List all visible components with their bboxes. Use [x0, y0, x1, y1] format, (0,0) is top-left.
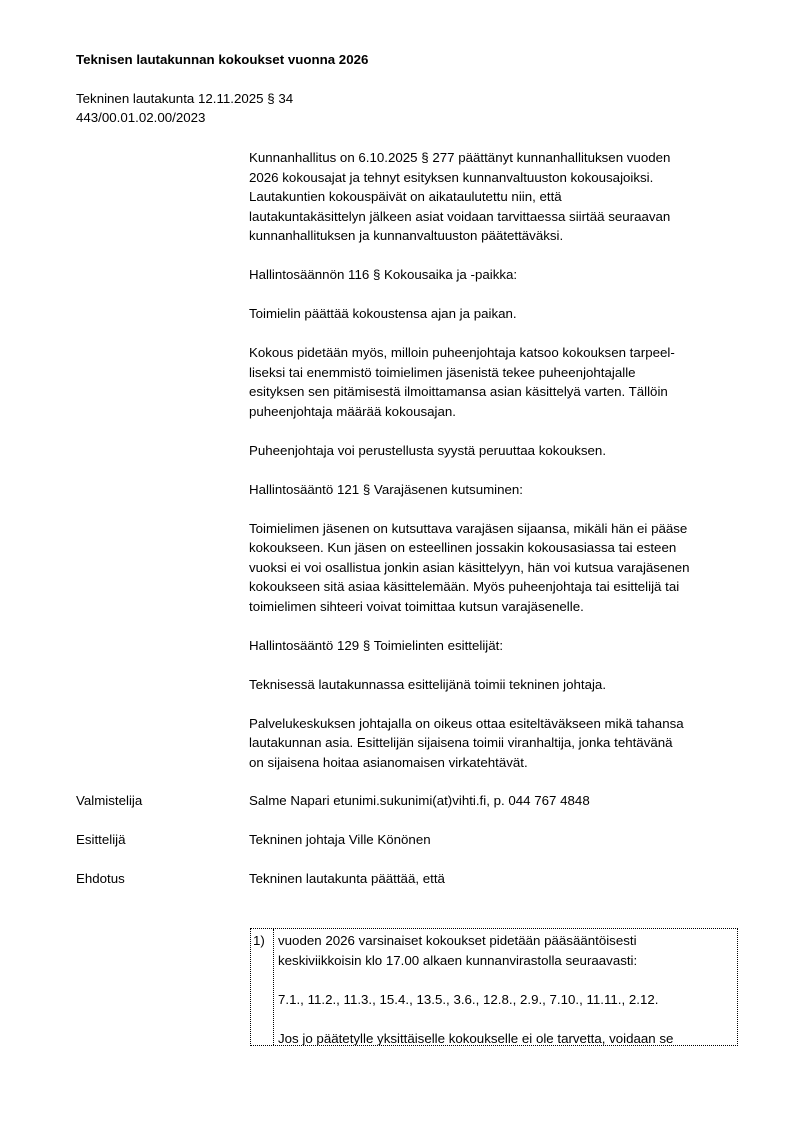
proposal-line: keskiviikkoisin klo 17.00 alkaen kunnanvirastolla seuraavasti:	[278, 952, 638, 968]
meeting-dates: 7.1., 11.2., 11.3., 15.4., 13.5., 3.6., 12.8., 2.9., 7.10., 11.11., 2.12.	[278, 991, 659, 1007]
proposal-item-number: 1)	[251, 929, 274, 1045]
paragraph-line: 2026 kokousajat ja tehnyt esityksen kunnanvaltuuston kokousajoiksi.	[249, 169, 654, 185]
paragraph-line: Lautakuntien kokouspäivät on aikataulutettu niin, että	[249, 189, 562, 204]
document-title: Teknisen lautakunnan kokoukset vuonna 2026	[76, 52, 369, 67]
body-paragraph	[249, 636, 744, 656]
field-label: Esittelijä	[76, 832, 126, 847]
body-paragraph	[249, 304, 744, 324]
paragraph-line: lautakuntakäsittelyn jälkeen asiat voidaan tarvittaessa siirtää seuraavan	[249, 208, 671, 224]
paragraph-line: vuoksi ei voi osallistua jonkin asian käsittelyyn, hän voi kutsua varajäsenen	[249, 559, 690, 575]
field-label: Valmistelija	[76, 793, 143, 808]
diary-number: 443/00.01.02.00/2023	[76, 110, 206, 125]
paragraph-line: Palvelukeskuksen johtajalla on oikeus ottaa esiteltäväkseen mikä tahansa	[249, 715, 684, 731]
paragraph-line: Kokous pidetään myös, milloin puheenjohtaja katsoo kokouksen tarpeel-	[249, 345, 675, 360]
field-preparer	[76, 791, 756, 830]
document-body	[249, 148, 744, 792]
field-label: Ehdotus	[76, 871, 125, 886]
field-proposal	[76, 869, 756, 908]
paragraph-line: Hallintosääntö 129 § Toimielinten esittelijät:	[249, 637, 504, 653]
paragraph-line: kunnanhallituksen ja kunnanvaltuuston päätettäväksi.	[249, 228, 564, 243]
paragraph-line: toimielimen sihteeri voivat toimittaa kutsun varajäsenelle.	[249, 598, 584, 614]
field-presenter	[76, 830, 756, 869]
meeting-reference: Tekninen lautakunta 12.11.2025 § 34	[76, 91, 294, 106]
paragraph-line: Toimielimen jäsenen on kutsuttava varajäsen sijaansa, mikäli hän ei pääse	[249, 520, 688, 536]
paragraph-line: kokoukseen sitä asiaa käsittelemään. Myös puheenjohtaja tai esittelijä tai	[249, 579, 680, 594]
paragraph-line: lautakunnan asia. Esittelijän sijaisena toimii viranhaltija, jonka tehtävänä	[249, 735, 673, 750]
paragraph-line: on sijaisena hoitaa asianomaisen virkatehtävät.	[249, 754, 528, 770]
body-paragraph	[249, 714, 744, 773]
document-meta	[76, 89, 293, 127]
body-paragraph	[249, 441, 744, 461]
body-paragraph	[249, 343, 744, 421]
paragraph-line: esityksen sen pitämisestä ilmoittamansa asian käsittelyä varten. Tällöin	[249, 384, 668, 399]
body-paragraph	[249, 480, 744, 500]
field-value: Tekninen johtaja Ville Könönen	[249, 832, 431, 847]
paragraph-line: liseksi tai enemmistö toimielimen jäsenistä tekee puheenjohtajalle	[249, 364, 636, 380]
paragraph-line: Hallintosäännön 116 § Kokousaika ja -paikka:	[249, 267, 518, 282]
paragraph-line: Toimielin päättää kokoustensa ajan ja paikan.	[249, 306, 517, 321]
body-paragraph	[249, 265, 744, 285]
field-value: Tekninen lautakunta päättää, että	[249, 871, 445, 886]
proposal-table	[250, 928, 738, 1046]
body-paragraph	[249, 148, 744, 246]
proposal-item-text	[278, 931, 736, 1046]
paragraph-line: puheenjohtaja määrää kokousajan.	[249, 403, 456, 419]
paragraph-line: Puheenjohtaja voi perustellusta syystä peruuttaa kokouksen.	[249, 442, 607, 458]
field-value: Salme Napari etunimi.sukunimi(at)vihti.fi, p. 044 767 4848	[249, 793, 590, 808]
paragraph-line: Teknisessä lautakunnassa esittelijänä toimii tekninen johtaja.	[249, 676, 607, 692]
proposal-line: vuoden 2026 varsinaiset kokoukset pidetään pääsääntöisesti	[278, 933, 637, 948]
body-paragraph	[249, 519, 744, 617]
paragraph-line: Hallintosääntö 121 § Varajäsenen kutsuminen:	[249, 481, 523, 497]
paragraph-line: Kunnanhallitus on 6.10.2025 § 277 päättänyt kunnanhallituksen vuoden	[249, 150, 671, 165]
paragraph-line: kokoukseen. Kun jäsen on esteellinen jossakin kokousasiassa tai esteen	[249, 540, 677, 555]
body-paragraph	[249, 675, 744, 695]
proposal-line: Jos jo päätetylle yksittäiselle kokoukselle ei ole tarvetta, voidaan se	[278, 1030, 674, 1046]
field-list	[76, 791, 756, 908]
